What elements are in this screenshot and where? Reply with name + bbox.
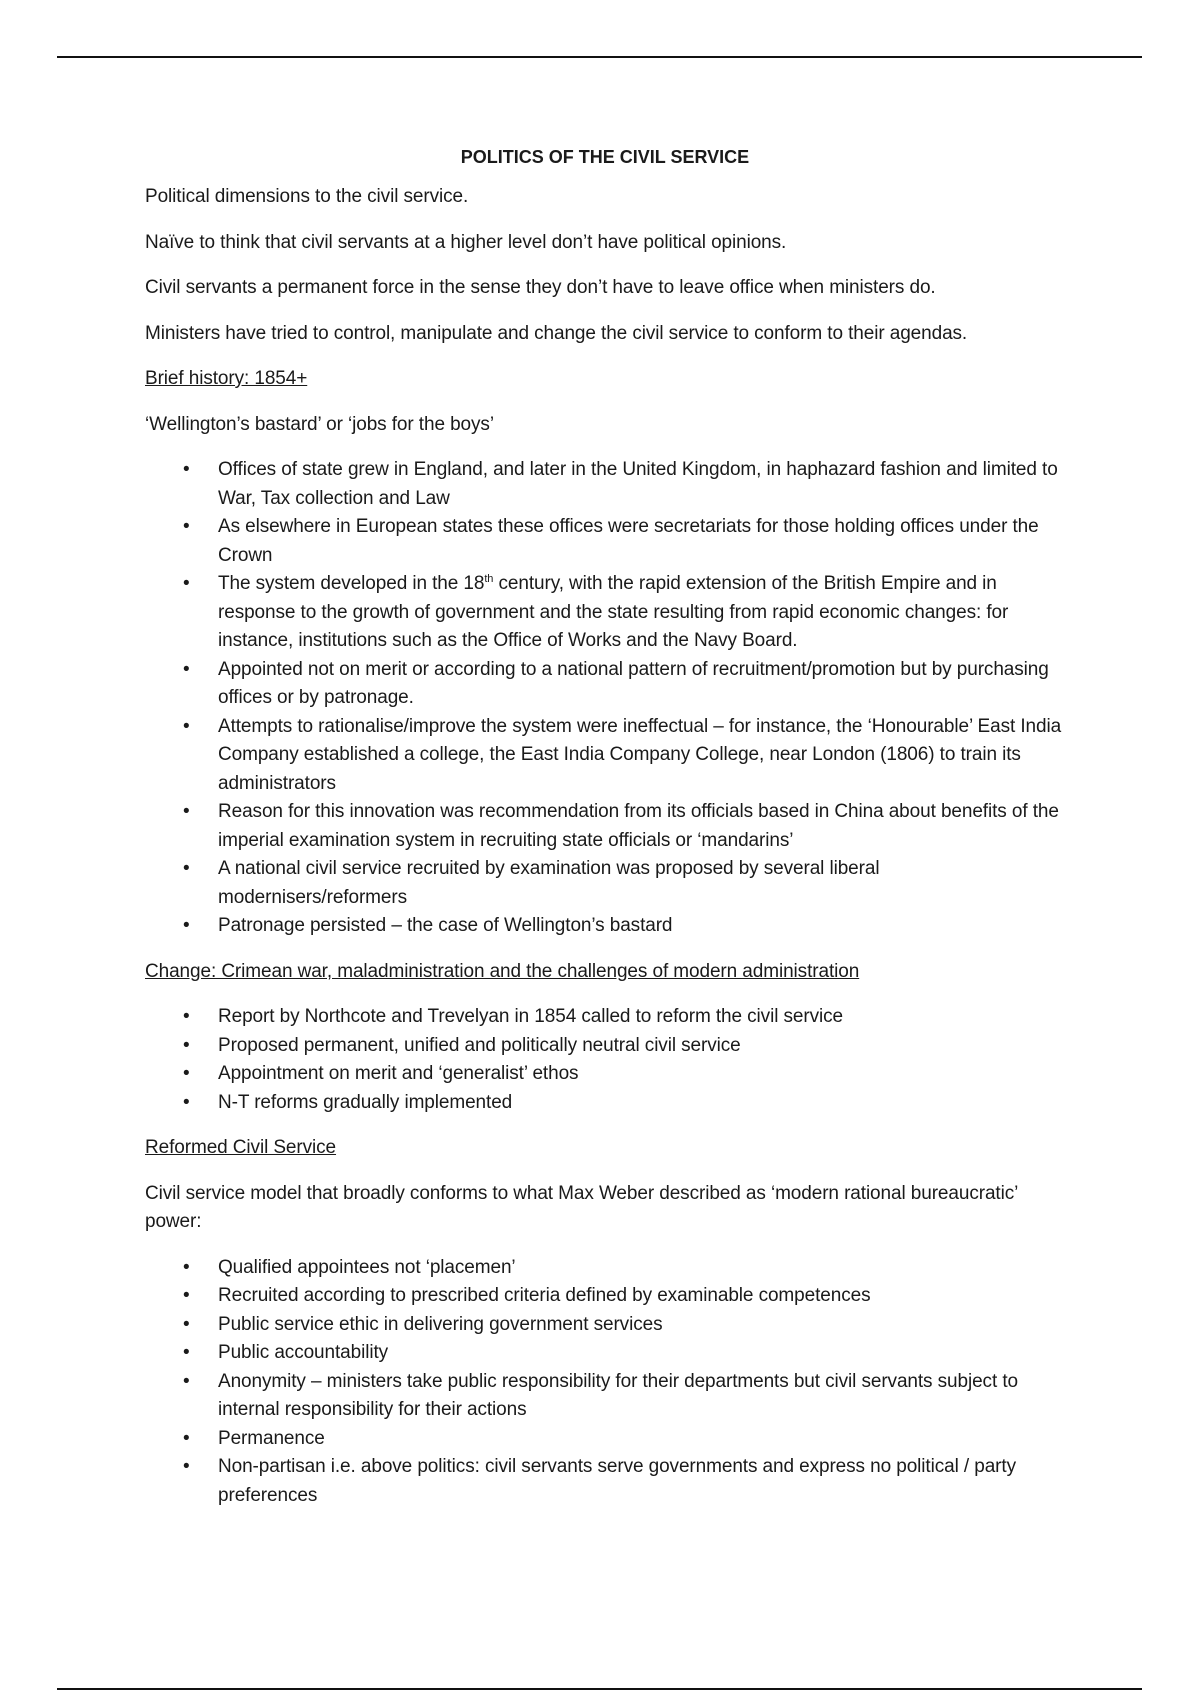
section-heading-change: Change: Crimean war, maladministration and the challenges of modern administration	[145, 960, 860, 982]
bottom-rule	[57, 1688, 1142, 1690]
list-item	[145, 570, 1065, 656]
reformed-paragraph: Civil service model that broadly conforms to what Max Weber described as ‘modern rational bureaucratic’ power:	[145, 1182, 1018, 1232]
document-page	[145, 146, 1065, 1527]
section-heading-history: Brief history: 1854+	[145, 368, 308, 389]
intro-paragraph: Political dimensions to the civil service.	[145, 186, 469, 207]
list-item: • Appointed not on merit or according to a national pattern of recruitment/promotion but by purchasing offices or by patronage.	[145, 656, 1065, 713]
list-item: • N-T reforms gradually implemented	[145, 1089, 1065, 1118]
list-item: • Offices of state grew in England, and later in the United Kingdom, in haphazard fashion and limited to War, Tax collection and Law	[145, 456, 1065, 513]
list-item: • Appointment on merit and ‘generalist’ ethos	[145, 1060, 1065, 1089]
list-item: • Recruited according to prescribed criteria defined by examinable competences	[145, 1282, 1065, 1311]
superscript: th	[484, 573, 494, 585]
list-item: • As elsewhere in European states these offices were secretariats for those holding offices under the Crown	[145, 513, 1065, 570]
document-title: POLITICS OF THE CIVIL SERVICE	[460, 147, 750, 167]
list-item-text: century, with the rapid extension of the British Empire and in response to the growth of government and the state resulting from rapid economic changes: for instance, institutions such as the Office of Works and the Navy Board.	[218, 573, 1009, 651]
list-item: • Public service ethic in delivering government services	[145, 1311, 1065, 1340]
change-bullet-list	[145, 1003, 1065, 1117]
top-rule	[57, 56, 1142, 58]
list-item: • A national civil service recruited by examination was proposed by several liberal modernisers/reformers	[145, 855, 1065, 912]
list-item: • Anonymity – ministers take public responsibility for their departments but civil servants subject to internal responsibility for their actions	[145, 1368, 1065, 1425]
list-item: • Permanence	[145, 1425, 1065, 1454]
history-subheading: ‘Wellington’s bastard’ or ‘jobs for the boys’	[145, 413, 494, 435]
section-heading-reformed: Reformed Civil Service	[145, 1137, 337, 1158]
history-bullet-list	[145, 456, 1065, 941]
list-item: • Qualified appointees not ‘placemen’	[145, 1254, 1065, 1283]
list-item: • Attempts to rationalise/improve the system were ineffectual – for instance, the ‘Honourable’ East India Company established a college, the East India Company College, near London (1806) to train its administrators	[145, 713, 1065, 799]
list-item: • Reason for this innovation was recommendation from its officials based in China about benefits of the imperial examination system in recruiting state officials or ‘mandarins’	[145, 798, 1065, 855]
list-item: • Report by Northcote and Trevelyan in 1854 called to reform the civil service	[145, 1003, 1065, 1032]
list-item: • Public accountability	[145, 1339, 1065, 1368]
intro-paragraph: Civil servants a permanent force in the sense they don’t have to leave office when ministers do.	[145, 277, 936, 298]
list-item: • Proposed permanent, unified and politically neutral civil service	[145, 1032, 1065, 1061]
list-item-text: The system developed in the 18	[218, 573, 485, 594]
intro-paragraph: Naïve to think that civil servants at a higher level don’t have political opinions.	[145, 231, 787, 253]
intro-paragraph: Ministers have tried to control, manipulate and change the civil service to conform to their agendas.	[145, 322, 968, 344]
list-item: • Patronage persisted – the case of Wellington’s bastard	[145, 912, 1065, 941]
reformed-bullet-list	[145, 1254, 1065, 1511]
list-item: • Non-partisan i.e. above politics: civil servants serve governments and express no political / party preferences	[145, 1453, 1065, 1510]
